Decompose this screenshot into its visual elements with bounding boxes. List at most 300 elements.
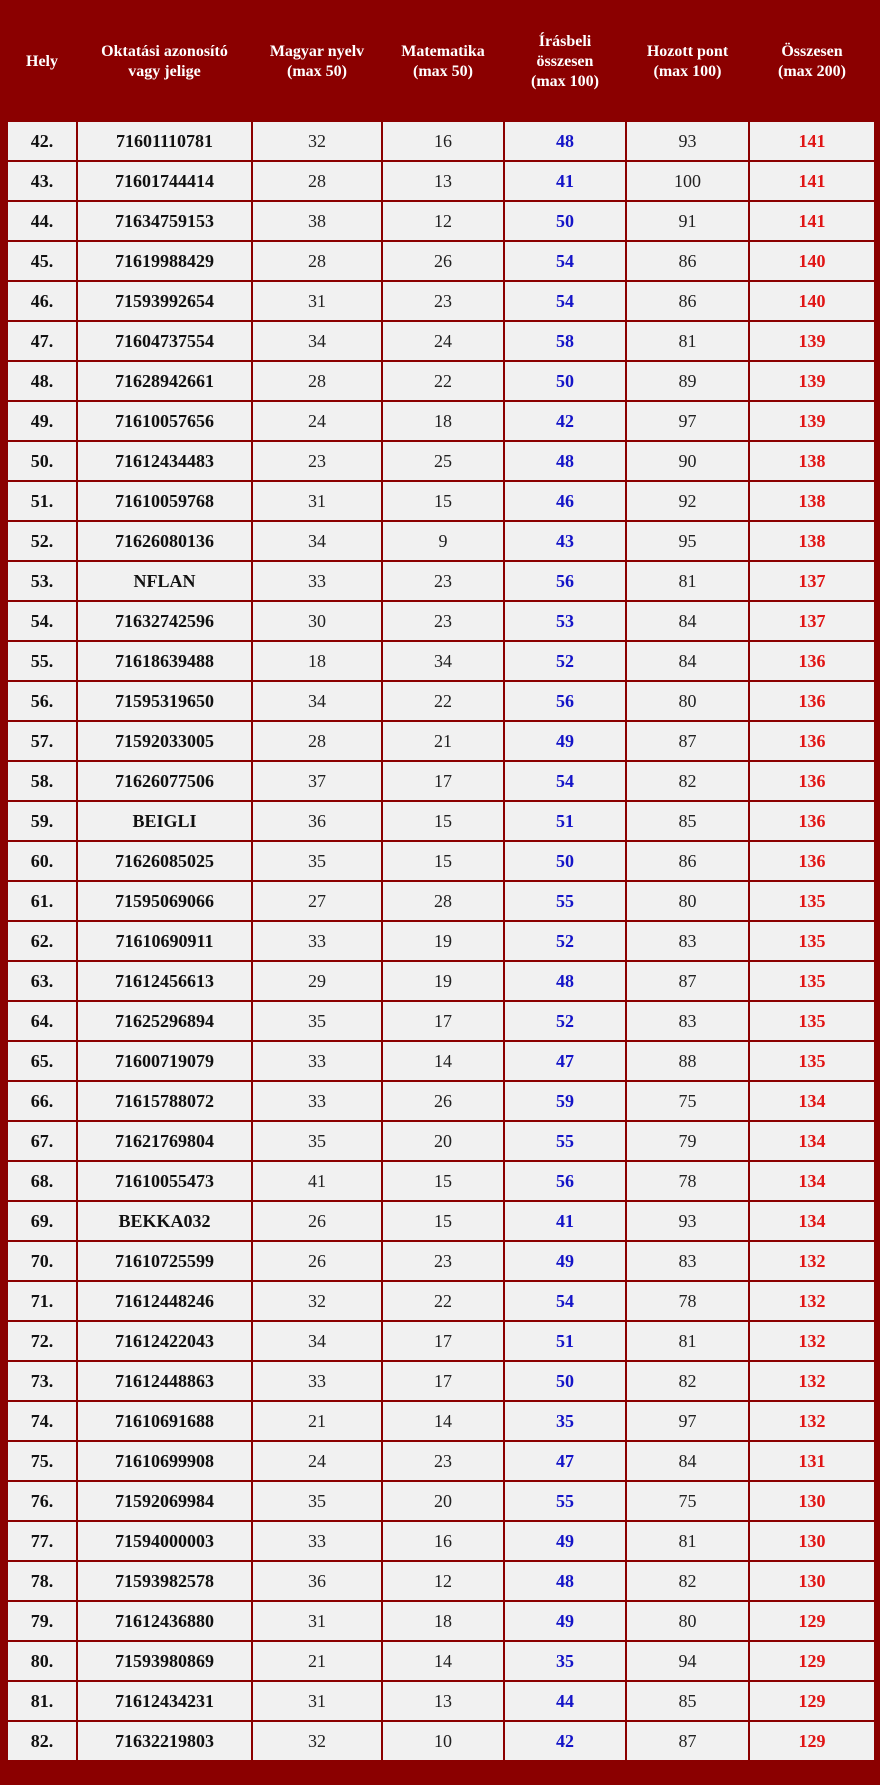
rank-cell: 52. — [7, 521, 77, 561]
hozott-pont-cell: 75 — [626, 1481, 749, 1521]
identifier-cell: 71594000003 — [77, 1521, 252, 1561]
matematika-score-cell: 20 — [382, 1481, 504, 1521]
matematika-score-cell: 34 — [382, 641, 504, 681]
matematika-score-cell: 15 — [382, 841, 504, 881]
table-row — [7, 1601, 875, 1641]
hozott-pont-cell: 91 — [626, 201, 749, 241]
matematika-score-cell: 17 — [382, 1001, 504, 1041]
irasbeli-total-cell: 51 — [504, 801, 626, 841]
table-row — [7, 1721, 875, 1761]
irasbeli-total-cell: 52 — [504, 921, 626, 961]
hozott-pont-cell: 92 — [626, 481, 749, 521]
matematika-score-cell: 23 — [382, 561, 504, 601]
header-magyar-line: (max 50) — [287, 63, 347, 80]
matematika-score-cell: 15 — [382, 1161, 504, 1201]
osszesen-cell: 132 — [749, 1321, 875, 1361]
rank-cell: 77. — [7, 1521, 77, 1561]
magyar-score-cell: 35 — [252, 841, 382, 881]
hozott-pont-cell: 86 — [626, 241, 749, 281]
rank-cell: 57. — [7, 721, 77, 761]
matematika-score-cell: 13 — [382, 1681, 504, 1721]
header-osszesen-line: (max 200) — [778, 63, 846, 80]
table-row — [7, 1561, 875, 1601]
header-hely-line: Hely — [26, 53, 58, 70]
rank-cell: 46. — [7, 281, 77, 321]
table-row — [7, 1401, 875, 1441]
matematika-score-cell: 22 — [382, 361, 504, 401]
table-row — [7, 1121, 875, 1161]
table-row — [7, 721, 875, 761]
matematika-score-cell: 23 — [382, 281, 504, 321]
table-row — [7, 321, 875, 361]
osszesen-cell: 136 — [749, 761, 875, 801]
header-azonosito-line: vagy jelige — [128, 63, 201, 80]
magyar-score-cell: 34 — [252, 521, 382, 561]
magyar-score-cell: 32 — [252, 1281, 382, 1321]
irasbeli-total-cell: 48 — [504, 1561, 626, 1601]
rank-cell: 72. — [7, 1321, 77, 1361]
magyar-score-cell: 33 — [252, 1521, 382, 1561]
header-hely — [7, 6, 77, 120]
irasbeli-total-cell: 41 — [504, 161, 626, 201]
magyar-score-cell: 33 — [252, 1361, 382, 1401]
table-row — [7, 1481, 875, 1521]
identifier-cell: 71615788072 — [77, 1081, 252, 1121]
irasbeli-total-cell: 49 — [504, 1241, 626, 1281]
hozott-pont-cell: 83 — [626, 1001, 749, 1041]
osszesen-cell: 130 — [749, 1521, 875, 1561]
osszesen-cell: 130 — [749, 1561, 875, 1601]
matematika-score-cell: 21 — [382, 721, 504, 761]
irasbeli-total-cell: 53 — [504, 601, 626, 641]
identifier-cell: 71612448246 — [77, 1281, 252, 1321]
header-magyar-line: Magyar nyelv — [269, 43, 365, 60]
header-osszesen-line: Összesen — [781, 43, 843, 60]
irasbeli-total-cell: 54 — [504, 761, 626, 801]
identifier-cell: 71612436880 — [77, 1601, 252, 1641]
identifier-cell: 71601110781 — [77, 120, 252, 161]
irasbeli-total-cell: 58 — [504, 321, 626, 361]
osszesen-cell: 134 — [749, 1201, 875, 1241]
magyar-score-cell: 34 — [252, 1321, 382, 1361]
matematika-score-cell: 19 — [382, 961, 504, 1001]
rank-cell: 69. — [7, 1201, 77, 1241]
magyar-score-cell: 31 — [252, 1681, 382, 1721]
magyar-score-cell: 32 — [252, 1721, 382, 1761]
table-row — [7, 561, 875, 601]
magyar-score-cell: 35 — [252, 1481, 382, 1521]
table-row — [7, 441, 875, 481]
identifier-cell: 71593992654 — [77, 281, 252, 321]
irasbeli-total-cell: 50 — [504, 1361, 626, 1401]
table-row — [7, 281, 875, 321]
magyar-score-cell: 28 — [252, 361, 382, 401]
matematika-score-cell: 10 — [382, 1721, 504, 1761]
table-row — [7, 161, 875, 201]
irasbeli-total-cell: 50 — [504, 201, 626, 241]
rank-cell: 74. — [7, 1401, 77, 1441]
osszesen-cell: 136 — [749, 841, 875, 881]
osszesen-cell: 136 — [749, 681, 875, 721]
rank-cell: 56. — [7, 681, 77, 721]
identifier-cell: 71610057656 — [77, 401, 252, 441]
table-row — [7, 801, 875, 841]
magyar-score-cell: 32 — [252, 120, 382, 161]
header-irasbeli — [504, 6, 626, 120]
table-row — [7, 881, 875, 921]
hozott-pont-cell: 85 — [626, 1681, 749, 1721]
magyar-score-cell: 37 — [252, 761, 382, 801]
header-irasbeli-line: összesen — [536, 53, 594, 70]
matematika-score-cell: 26 — [382, 1081, 504, 1121]
matematika-score-cell: 28 — [382, 881, 504, 921]
hozott-pont-cell: 81 — [626, 321, 749, 361]
rank-cell: 50. — [7, 441, 77, 481]
magyar-score-cell: 27 — [252, 881, 382, 921]
rank-cell: 64. — [7, 1001, 77, 1041]
identifier-cell: NFLAN — [77, 561, 252, 601]
identifier-cell: 71593980869 — [77, 1641, 252, 1681]
irasbeli-total-cell: 44 — [504, 1681, 626, 1721]
header-matematika-line: (max 50) — [413, 63, 473, 80]
osszesen-cell: 137 — [749, 601, 875, 641]
hozott-pont-cell: 95 — [626, 521, 749, 561]
hozott-pont-cell: 97 — [626, 1401, 749, 1441]
table-row — [7, 401, 875, 441]
irasbeli-total-cell: 55 — [504, 881, 626, 921]
identifier-cell: 71610725599 — [77, 1241, 252, 1281]
irasbeli-total-cell: 43 — [504, 521, 626, 561]
rank-cell: 68. — [7, 1161, 77, 1201]
table-row — [7, 601, 875, 641]
osszesen-cell: 136 — [749, 721, 875, 761]
matematika-score-cell: 12 — [382, 1561, 504, 1601]
identifier-cell: 71592033005 — [77, 721, 252, 761]
table-row — [7, 201, 875, 241]
table-row — [7, 1681, 875, 1721]
rank-cell: 60. — [7, 841, 77, 881]
magyar-score-cell: 31 — [252, 281, 382, 321]
table-header — [7, 6, 875, 120]
hozott-pont-cell: 84 — [626, 601, 749, 641]
osszesen-cell: 132 — [749, 1401, 875, 1441]
matematika-score-cell: 12 — [382, 201, 504, 241]
magyar-score-cell: 24 — [252, 1441, 382, 1481]
irasbeli-total-cell: 54 — [504, 241, 626, 281]
rank-cell: 70. — [7, 1241, 77, 1281]
header-azonosito — [77, 6, 252, 120]
osszesen-cell: 141 — [749, 120, 875, 161]
hozott-pont-cell: 81 — [626, 1521, 749, 1561]
matematika-score-cell: 20 — [382, 1121, 504, 1161]
osszesen-cell: 136 — [749, 801, 875, 841]
matematika-score-cell: 24 — [382, 321, 504, 361]
irasbeli-total-cell: 42 — [504, 1721, 626, 1761]
matematika-score-cell: 15 — [382, 481, 504, 521]
identifier-cell: 71626085025 — [77, 841, 252, 881]
magyar-score-cell: 35 — [252, 1121, 382, 1161]
irasbeli-total-cell: 49 — [504, 1521, 626, 1561]
irasbeli-total-cell: 41 — [504, 1201, 626, 1241]
header-matematika-line: Matematika — [401, 43, 485, 60]
hozott-pont-cell: 82 — [626, 761, 749, 801]
identifier-cell: 71593982578 — [77, 1561, 252, 1601]
matematika-score-cell: 23 — [382, 1441, 504, 1481]
irasbeli-total-cell: 48 — [504, 120, 626, 161]
identifier-cell: BEKKA032 — [77, 1201, 252, 1241]
irasbeli-total-cell: 35 — [504, 1641, 626, 1681]
osszesen-cell: 132 — [749, 1281, 875, 1321]
hozott-pont-cell: 97 — [626, 401, 749, 441]
table-body — [7, 120, 875, 1761]
magyar-score-cell: 38 — [252, 201, 382, 241]
irasbeli-total-cell: 55 — [504, 1121, 626, 1161]
identifier-cell: 71604737554 — [77, 321, 252, 361]
magyar-score-cell: 28 — [252, 241, 382, 281]
hozott-pont-cell: 87 — [626, 961, 749, 1001]
rank-cell: 43. — [7, 161, 77, 201]
table-row — [7, 841, 875, 881]
irasbeli-total-cell: 54 — [504, 281, 626, 321]
matematika-score-cell: 16 — [382, 120, 504, 161]
hozott-pont-cell: 94 — [626, 1641, 749, 1681]
hozott-pont-cell: 87 — [626, 1721, 749, 1761]
irasbeli-total-cell: 52 — [504, 1001, 626, 1041]
identifier-cell: 71600719079 — [77, 1041, 252, 1081]
magyar-score-cell: 31 — [252, 1601, 382, 1641]
hozott-pont-cell: 88 — [626, 1041, 749, 1081]
header-osszesen — [749, 6, 875, 120]
rank-cell: 71. — [7, 1281, 77, 1321]
table-row — [7, 361, 875, 401]
matematika-score-cell: 18 — [382, 1601, 504, 1641]
magyar-score-cell: 36 — [252, 1561, 382, 1601]
header-matematika — [382, 6, 504, 120]
results-table — [6, 6, 876, 1762]
irasbeli-total-cell: 52 — [504, 641, 626, 681]
matematika-score-cell: 14 — [382, 1401, 504, 1441]
magyar-score-cell: 21 — [252, 1401, 382, 1441]
osszesen-cell: 136 — [749, 641, 875, 681]
hozott-pont-cell: 93 — [626, 1201, 749, 1241]
irasbeli-total-cell: 50 — [504, 361, 626, 401]
table-row — [7, 961, 875, 1001]
osszesen-cell: 141 — [749, 161, 875, 201]
irasbeli-total-cell: 47 — [504, 1441, 626, 1481]
osszesen-cell: 135 — [749, 1001, 875, 1041]
osszesen-cell: 134 — [749, 1081, 875, 1121]
header-hozott-line: (max 100) — [653, 63, 722, 80]
table-row — [7, 1441, 875, 1481]
osszesen-cell: 135 — [749, 1041, 875, 1081]
osszesen-cell: 139 — [749, 401, 875, 441]
irasbeli-total-cell: 54 — [504, 1281, 626, 1321]
rank-cell: 82. — [7, 1721, 77, 1761]
magyar-score-cell: 24 — [252, 401, 382, 441]
osszesen-cell: 135 — [749, 961, 875, 1001]
identifier-cell: 71610691688 — [77, 1401, 252, 1441]
rank-cell: 65. — [7, 1041, 77, 1081]
osszesen-cell: 132 — [749, 1241, 875, 1281]
magyar-score-cell: 34 — [252, 321, 382, 361]
hozott-pont-cell: 80 — [626, 881, 749, 921]
table-row — [7, 921, 875, 961]
osszesen-cell: 135 — [749, 921, 875, 961]
table-row — [7, 761, 875, 801]
matematika-score-cell: 13 — [382, 161, 504, 201]
hozott-pont-cell: 86 — [626, 841, 749, 881]
identifier-cell: 71634759153 — [77, 201, 252, 241]
irasbeli-total-cell: 51 — [504, 1321, 626, 1361]
rank-cell: 73. — [7, 1361, 77, 1401]
rank-cell: 80. — [7, 1641, 77, 1681]
magyar-score-cell: 36 — [252, 801, 382, 841]
table-row — [7, 120, 875, 161]
identifier-cell: 71612448863 — [77, 1361, 252, 1401]
matematika-score-cell: 9 — [382, 521, 504, 561]
matematika-score-cell: 17 — [382, 1361, 504, 1401]
hozott-pont-cell: 78 — [626, 1281, 749, 1321]
identifier-cell: 71601744414 — [77, 161, 252, 201]
hozott-pont-cell: 80 — [626, 1601, 749, 1641]
rank-cell: 75. — [7, 1441, 77, 1481]
rank-cell: 61. — [7, 881, 77, 921]
magyar-score-cell: 33 — [252, 561, 382, 601]
magyar-score-cell: 33 — [252, 1041, 382, 1081]
header-magyar — [252, 6, 382, 120]
table-row — [7, 1041, 875, 1081]
identifier-cell: 71595319650 — [77, 681, 252, 721]
rank-cell: 78. — [7, 1561, 77, 1601]
table-row — [7, 241, 875, 281]
irasbeli-total-cell: 35 — [504, 1401, 626, 1441]
magyar-score-cell: 28 — [252, 721, 382, 761]
header-irasbeli-line: (max 100) — [531, 73, 599, 90]
matematika-score-cell: 14 — [382, 1041, 504, 1081]
hozott-pont-cell: 82 — [626, 1361, 749, 1401]
irasbeli-total-cell: 56 — [504, 561, 626, 601]
rank-cell: 76. — [7, 1481, 77, 1521]
rank-cell: 44. — [7, 201, 77, 241]
header-hozott — [626, 6, 749, 120]
osszesen-cell: 138 — [749, 521, 875, 561]
identifier-cell: 71592069984 — [77, 1481, 252, 1521]
osszesen-cell: 140 — [749, 281, 875, 321]
irasbeli-total-cell: 42 — [504, 401, 626, 441]
osszesen-cell: 129 — [749, 1681, 875, 1721]
matematika-score-cell: 22 — [382, 1281, 504, 1321]
identifier-cell: 71628942661 — [77, 361, 252, 401]
osszesen-cell: 139 — [749, 361, 875, 401]
hozott-pont-cell: 79 — [626, 1121, 749, 1161]
matematika-score-cell: 19 — [382, 921, 504, 961]
hozott-pont-cell: 80 — [626, 681, 749, 721]
identifier-cell: 71612422043 — [77, 1321, 252, 1361]
matematika-score-cell: 25 — [382, 441, 504, 481]
hozott-pont-cell: 86 — [626, 281, 749, 321]
osszesen-cell: 129 — [749, 1601, 875, 1641]
rank-cell: 67. — [7, 1121, 77, 1161]
rank-cell: 47. — [7, 321, 77, 361]
irasbeli-total-cell: 55 — [504, 1481, 626, 1521]
magyar-score-cell: 31 — [252, 481, 382, 521]
hozott-pont-cell: 83 — [626, 921, 749, 961]
table-row — [7, 641, 875, 681]
table-row — [7, 1001, 875, 1041]
osszesen-cell: 138 — [749, 481, 875, 521]
osszesen-cell: 137 — [749, 561, 875, 601]
identifier-cell: 71632742596 — [77, 601, 252, 641]
table-row — [7, 481, 875, 521]
hozott-pont-cell: 93 — [626, 120, 749, 161]
identifier-cell: 71610699908 — [77, 1441, 252, 1481]
table-row — [7, 1081, 875, 1121]
matematika-score-cell: 16 — [382, 1521, 504, 1561]
rank-cell: 45. — [7, 241, 77, 281]
matematika-score-cell: 23 — [382, 1241, 504, 1281]
table-row — [7, 1201, 875, 1241]
table-row — [7, 1521, 875, 1561]
irasbeli-total-cell: 49 — [504, 721, 626, 761]
matematika-score-cell: 15 — [382, 1201, 504, 1241]
magyar-score-cell: 26 — [252, 1241, 382, 1281]
magyar-score-cell: 35 — [252, 1001, 382, 1041]
irasbeli-total-cell: 56 — [504, 681, 626, 721]
identifier-cell: 71626077506 — [77, 761, 252, 801]
magyar-score-cell: 41 — [252, 1161, 382, 1201]
matematika-score-cell: 18 — [382, 401, 504, 441]
table-row — [7, 1321, 875, 1361]
hozott-pont-cell: 82 — [626, 1561, 749, 1601]
osszesen-cell: 141 — [749, 201, 875, 241]
irasbeli-total-cell: 50 — [504, 841, 626, 881]
hozott-pont-cell: 84 — [626, 641, 749, 681]
osszesen-cell: 131 — [749, 1441, 875, 1481]
hozott-pont-cell: 85 — [626, 801, 749, 841]
rank-cell: 51. — [7, 481, 77, 521]
identifier-cell: 71612434483 — [77, 441, 252, 481]
irasbeli-total-cell: 56 — [504, 1161, 626, 1201]
rank-cell: 66. — [7, 1081, 77, 1121]
rank-cell: 62. — [7, 921, 77, 961]
irasbeli-total-cell: 48 — [504, 441, 626, 481]
table-row — [7, 1361, 875, 1401]
identifier-cell: 71610059768 — [77, 481, 252, 521]
hozott-pont-cell: 83 — [626, 1241, 749, 1281]
matematika-score-cell: 23 — [382, 601, 504, 641]
rank-cell: 81. — [7, 1681, 77, 1721]
hozott-pont-cell: 81 — [626, 561, 749, 601]
identifier-cell: 71610055473 — [77, 1161, 252, 1201]
rank-cell: 49. — [7, 401, 77, 441]
rank-cell: 59. — [7, 801, 77, 841]
identifier-cell: 71610690911 — [77, 921, 252, 961]
hozott-pont-cell: 90 — [626, 441, 749, 481]
identifier-cell: 71595069066 — [77, 881, 252, 921]
rank-cell: 42. — [7, 120, 77, 161]
osszesen-cell: 134 — [749, 1121, 875, 1161]
identifier-cell: 71619988429 — [77, 241, 252, 281]
matematika-score-cell: 17 — [382, 761, 504, 801]
identifier-cell: 71626080136 — [77, 521, 252, 561]
identifier-cell: 71625296894 — [77, 1001, 252, 1041]
hozott-pont-cell: 100 — [626, 161, 749, 201]
rank-cell: 79. — [7, 1601, 77, 1641]
osszesen-cell: 139 — [749, 321, 875, 361]
magyar-score-cell: 33 — [252, 921, 382, 961]
hozott-pont-cell: 78 — [626, 1161, 749, 1201]
matematika-score-cell: 17 — [382, 1321, 504, 1361]
